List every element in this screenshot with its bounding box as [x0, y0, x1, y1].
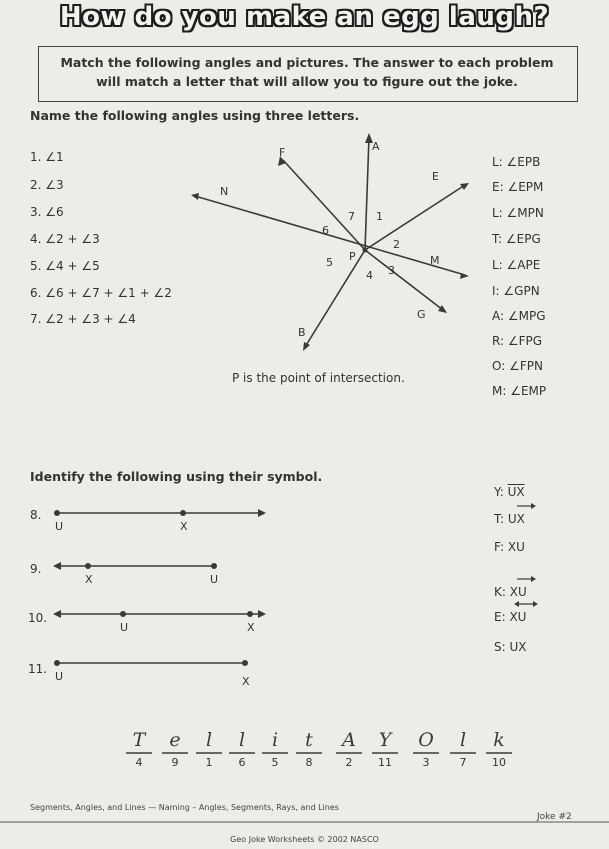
footer-credit: Geo Joke Worksheets © 2002 NASCO [230, 835, 379, 844]
line-symbol: XU [509, 610, 527, 624]
answer-bank-item: A: ∠MPG [492, 309, 546, 323]
worksheet-title: How do you make an egg laugh? [59, 2, 550, 32]
segment-symbol: $\overline{UX}$ [507, 485, 525, 499]
answer-bank-item: E: ∠EPM [492, 180, 544, 194]
answer-blank-number: 2 [345, 756, 353, 769]
answer-blank-number: 5 [271, 756, 279, 769]
label-x: X [247, 621, 255, 634]
label-2: 2 [393, 238, 400, 251]
footer-topic: Segments, Angles, and Lines — Naming – Angles, Segments, Rays, and Lines [30, 803, 339, 812]
section2-heading: Identify the following using their symbol. [30, 469, 323, 484]
label-x: X [180, 520, 188, 533]
answer-letter: K: [494, 585, 506, 599]
joke-number: Joke #2 [537, 812, 572, 822]
answer-blank-letter[interactable]: O [418, 729, 434, 751]
answer-blank-number: 9 [171, 756, 179, 769]
answer-blank-letter[interactable]: i [271, 729, 279, 751]
answer-blank-number: 11 [378, 756, 392, 769]
answer-blank-number: 3 [422, 756, 430, 769]
answer-blank-letter[interactable]: e [169, 729, 181, 751]
answer-bank-item: I: ∠GPN [492, 284, 540, 298]
question-2: 2. ∠3 [30, 178, 64, 192]
question-6: 6. ∠6 + ∠7 + ∠1 + ∠2 [30, 286, 172, 300]
ray-symbol: XU [509, 585, 527, 599]
label-5: 5 [326, 256, 333, 269]
answer-bank-item: O: ∠FPN [492, 359, 543, 373]
instructions-line-1: Match the following angles and pictures. The answer to each problem [60, 55, 554, 70]
question-4: 4. ∠2 + ∠3 [30, 232, 100, 246]
answer-blank-letter[interactable]: l [459, 729, 467, 751]
question-5: 5. ∠4 + ∠5 [30, 259, 100, 273]
question-11: 11. [28, 662, 48, 676]
answer-bank-item: L: ∠APE [492, 258, 541, 272]
label-x: X [242, 675, 250, 688]
plain-symbol: UX [509, 640, 527, 654]
label-p: P [349, 250, 356, 263]
label-g: G [417, 308, 426, 321]
answer-letter: S: [494, 640, 506, 654]
label-3: 3 [388, 264, 395, 277]
answer-blank-letter[interactable]: k [493, 729, 505, 751]
answer-letter: F: [494, 540, 505, 554]
label-b: B [298, 326, 306, 339]
label-f: F [279, 146, 286, 159]
instructions-line-2: will match a letter that will allow you to figure out the joke. [96, 74, 518, 89]
section1-heading: Name the following angles using three letters. [30, 108, 360, 123]
question-7: 7. ∠2 + ∠3 + ∠4 [30, 312, 136, 326]
answer-blank-number: 10 [492, 756, 506, 769]
figure-caption: P is the point of intersection. [232, 371, 405, 385]
label-u: U [120, 621, 129, 634]
question-10: 10. [28, 611, 48, 625]
answer-bank-item: L: ∠EPB [492, 155, 541, 169]
label-u: U [55, 670, 64, 683]
label-4: 4 [366, 269, 373, 282]
label-7: 7 [348, 210, 355, 223]
plain-symbol: XU [507, 540, 525, 554]
answer-blank-number: 8 [305, 756, 313, 769]
answer-blank-letter[interactable]: l [205, 729, 213, 751]
answer-bank-item: M: ∠EMP [492, 384, 547, 398]
label-n: N [220, 185, 229, 198]
label-u: U [55, 520, 64, 533]
label-e: E [432, 170, 439, 183]
answer-blank-letter[interactable]: Y [378, 729, 392, 751]
label-6: 6 [322, 224, 329, 237]
label-1: 1 [376, 210, 383, 223]
answer-blank-number: 1 [205, 756, 213, 769]
answer-bank-item: T: ∠EPG [492, 232, 541, 246]
answer-blank-letter[interactable]: t [305, 729, 313, 751]
answer-blank-letter[interactable]: T [132, 729, 146, 751]
label-a: A [372, 140, 380, 153]
answer-blank-number: 7 [459, 756, 467, 769]
label-m: M [430, 254, 440, 267]
answer-bank-item: L: ∠MPN [492, 206, 544, 220]
answer-blank-number: 4 [135, 756, 143, 769]
label-x: X [85, 573, 93, 586]
answer-letter: E: [494, 610, 506, 624]
answer-blank-letter[interactable]: l [238, 729, 246, 751]
answer-letter: Y: [494, 485, 504, 499]
answer-bank-item: R: ∠FPG [492, 334, 543, 348]
answer-blank-letter[interactable]: A [342, 729, 356, 751]
ray-symbol: UX [507, 512, 525, 526]
question-8: 8. [30, 508, 42, 522]
label-u: U [210, 573, 219, 586]
question-9: 9. [30, 562, 42, 576]
question-1: 1. ∠1 [30, 150, 64, 164]
answer-letter: T: [494, 512, 505, 526]
answer-blank-number: 6 [238, 756, 246, 769]
question-3: 3. ∠6 [30, 205, 64, 219]
